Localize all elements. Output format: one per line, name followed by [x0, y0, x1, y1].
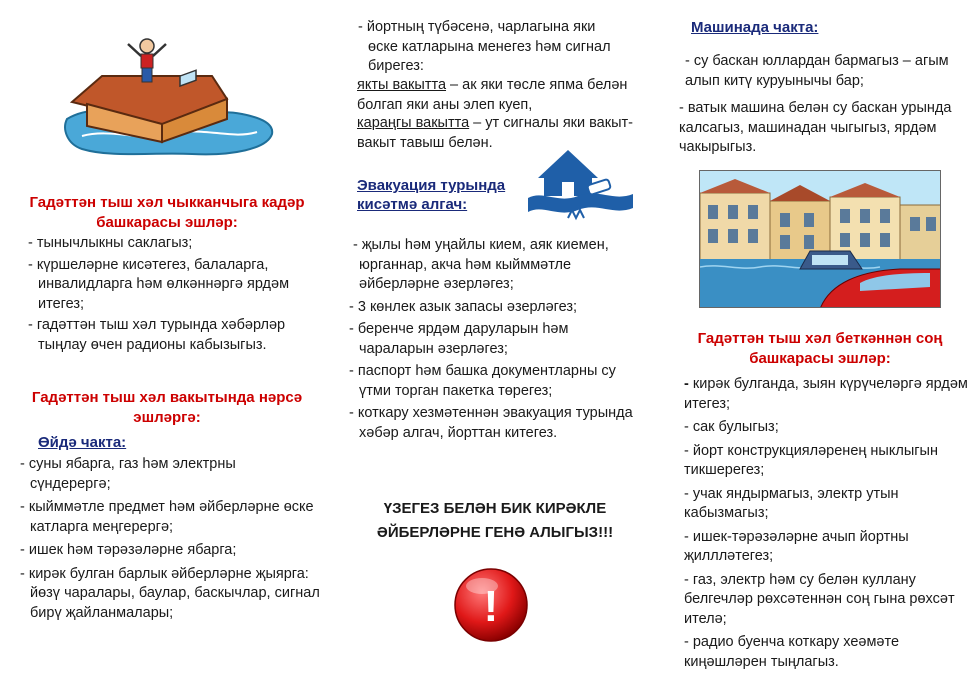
exclamation-icon	[452, 566, 530, 644]
column-middle	[340, 0, 650, 682]
list-item: - кирәк булганда, зыян күрүчеләргә ярдәм итегез;	[684, 376, 968, 412]
list-item: - коткару хезмәтеннән эвакуация турында хәбәр алгач, йорттан китегез.	[349, 405, 633, 441]
dark-text: – ут сигналы яки вакыт-вакыт тавыш белән.	[357, 115, 633, 151]
before-list	[28, 234, 318, 355]
list-item: - күршеләрне кисәтегез, балаларга, инвалидларга һәм өлкәннәргә ярдәм итегез;	[28, 256, 290, 312]
after-list	[684, 375, 979, 672]
column-right	[665, 0, 979, 682]
evac-list	[349, 236, 644, 443]
car-heading: Машинада чакта:	[691, 19, 819, 36]
warning-text: ҮЗЕГЕЗ БЕЛӘН БИК КИРӘКЛЕ ӘЙБЕРЛӘРНЕ ГЕНӘ АЛЫГЫЗ!!!	[376, 500, 614, 541]
during-heading: Гадәттән тыш хәл вакытында нәрсә эшләргә:	[31, 389, 303, 426]
daylight-text: – ак яки төсле япма белән болгап яки аны элеп куеп,	[357, 77, 628, 113]
list-item: - газ, электр һәм су белән куллану белгечләр рөхсәтеннән соң гына рөхсәт ителә;	[684, 571, 955, 627]
list-item: - йортның түбәсенә, чарлагына яки өске катларына менегез һәм сигнал бирегез:	[358, 19, 611, 74]
home-heading: Өйдә чакта:	[38, 434, 127, 451]
list-item: - гадәттән тыш хәл турында хәбәрләр тыңлау өчен радионы кабызыгыз.	[28, 317, 286, 353]
roof-signal-item	[356, 18, 626, 77]
list-item: - җылы һәм уңайлы кием, аяк киемен, юрганнар, акча һәм кыйммәтле әйберләрне әзерләгез;	[353, 237, 609, 292]
daylight-signal	[357, 76, 642, 115]
list-item: - учак яндырмагыз, электр утын кабызмагыз;	[684, 485, 899, 521]
flood-symbol-icon	[528, 138, 633, 226]
list-item: - кыйммәтле предмет һәм әйберләрне өске катларга меңгерергә;	[20, 499, 314, 535]
list-item: - ишек-тәрәзәләрне ачып йортны җиллләтегез;	[684, 528, 909, 564]
dark-label: караңгы вакытта	[357, 115, 470, 131]
list-item: - паспорт һәм башка документларны су үтми торган пакетка төрегез;	[349, 363, 616, 399]
car-list	[679, 52, 964, 158]
daylight-label: якты вакытта	[357, 77, 447, 93]
list-item: - 3 көнлек азык запасы әзерләгез;	[349, 298, 578, 315]
list-item: - ватык машина белән су баскан урында калсагыз, машинадан чыгыгыз, ярдәм чакырыгыз.	[679, 100, 952, 155]
evac-heading: Эвакуация турында кисәтмә алгач:	[357, 177, 506, 213]
list-item: - су баскан юллардан бармагыз – агым алып китү куруынычы бар;	[685, 53, 949, 89]
list-item-text: кирәк булганда, зыян күрүчеләргә ярдәм итегез;	[684, 376, 968, 412]
list-item: - йорт конструкцияләренең ныклыгын тикшерегез;	[684, 442, 938, 478]
flooded-street-icon	[699, 170, 941, 308]
after-heading: Гадәттән тыш хәл беткәннән соң башкарасы эшләр:	[697, 330, 943, 367]
flooded-house-icon	[62, 24, 277, 164]
before-heading: Гадәттән тыш хәл чыкканчыга кадәр башкарасы эшләр:	[29, 194, 305, 231]
list-item: - сак булыгыз;	[684, 419, 779, 435]
list-item: - тынычлыкны саклагыз;	[28, 235, 193, 251]
list-item: - суны ябарга, газ һәм электрны сүндерергә;	[20, 456, 236, 492]
list-item: - кирәк булган барлык әйберләрне җыярга: йөзү чаралары, баулар, баскычлар, сигнал бирү җайланмалары;	[20, 565, 320, 621]
list-item: - радио буенча коткару хеәмәте киңәшләрен тыңлагыз.	[684, 634, 900, 670]
list-item: - ишек һәм тәрәзәләрне ябарга;	[20, 542, 237, 558]
column-left	[0, 0, 325, 682]
list-item: - беренче ярдәм даруларын һәм чараларын әзерләгез;	[349, 321, 569, 357]
home-list	[20, 455, 320, 623]
exclamation-glyph: !	[483, 582, 499, 631]
